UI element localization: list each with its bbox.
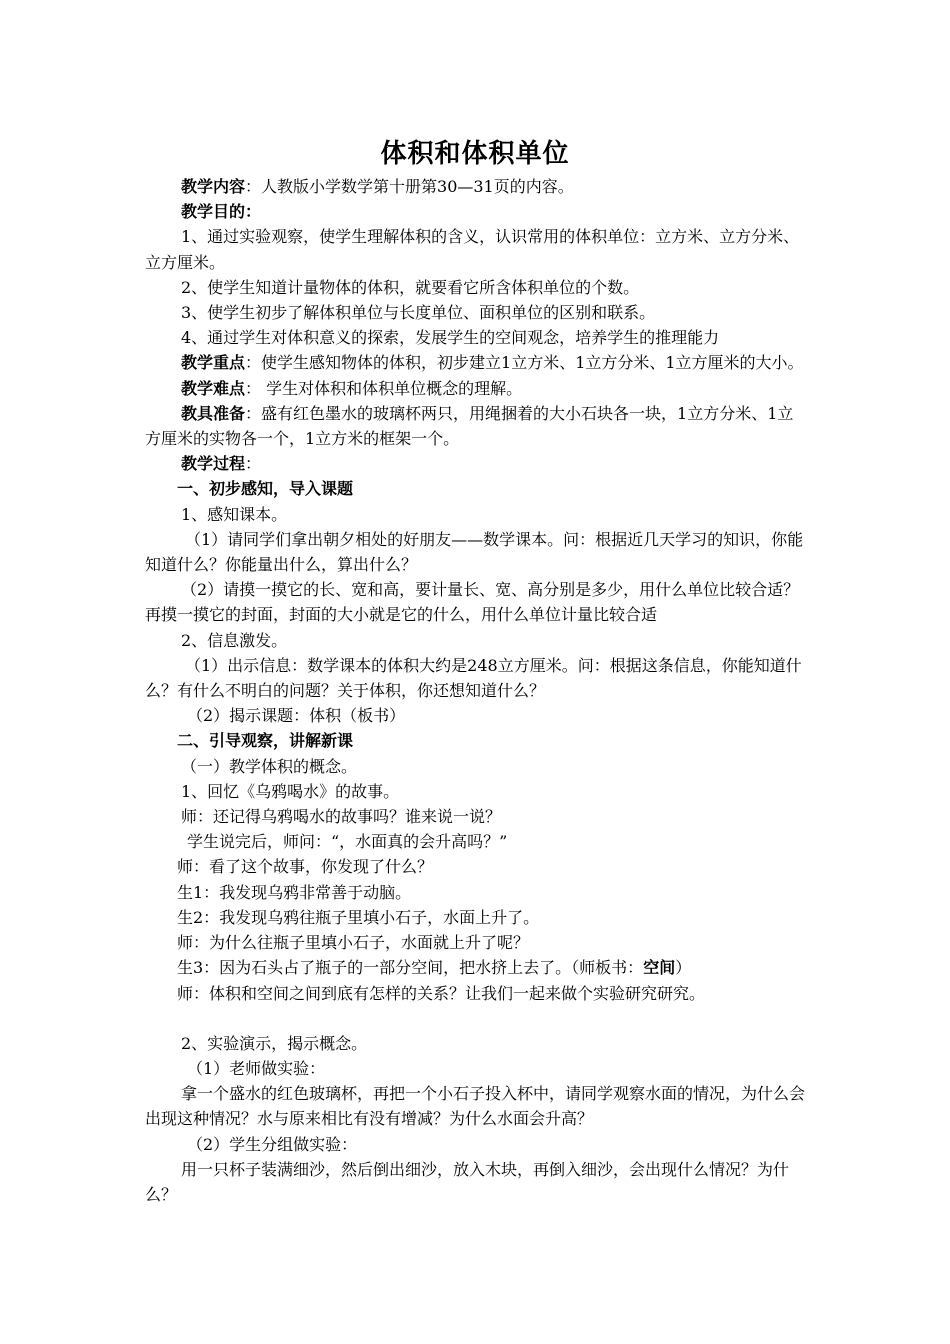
step-2-2: （2）揭示课题：体积（板书） (187, 706, 406, 726)
label-teaching-content: 教学内容 (181, 177, 246, 196)
experiment-teacher-text: 拿一个盛水的红色玻璃杯，再把一个小石子投入杯中，请同学观察水面的情况，为什么会出现这种情况？水与原来相比有没有增减？为什么水面会升高？ (145, 1084, 806, 1129)
goal-4: 4、通过学生对体积意义的探索，发展学生的空间观念，培养学生的推理能力 (181, 328, 720, 348)
dialog-7-end: ） (675, 958, 692, 978)
experiment-students-text: 用一只杯子装满细沙，然后倒出细沙，放入木块，再倒入细沙，会出现什么情况？为什么？ (145, 1159, 790, 1204)
label-teaching-goals: 教学目的： (181, 202, 262, 222)
goal-3: 3、使学生初步了解体积单位与长度单位、面积单位的区别和联系。 (181, 303, 656, 323)
text-materials: ：盛有红色墨水的玻璃杯两只，用绳捆着的大小石块各一块，1立方分米、1立方厘米的实物各一个，1立方米的框架一个。 (145, 403, 794, 449)
experiment-step: 2、实验演示，揭示概念。 (181, 1033, 368, 1053)
dialog-7 (145, 955, 809, 980)
dialog-5: 生2：我发现乌鸦往瓶子里填小石子，水面上升了。 (177, 907, 540, 927)
section-heading-1: 一、初步感知，导入课题 (177, 479, 354, 499)
difficulties (145, 376, 809, 401)
spacer (145, 1006, 809, 1031)
label-process: 教学过程 (181, 454, 246, 474)
step-2: 2、信息激发。 (181, 630, 288, 650)
step-2-1: （1）出示信息：数学课本的体积大约是248立方厘米。问：根据这条信息，你能知道什么？有什么不明白的问题？关于体积，你还想知道什么？ (145, 655, 802, 701)
dialog-6: 师：为什么往瓶子里填小石子，水面就上升了呢？ (177, 933, 530, 953)
text-teaching-content: ：人教版小学数学第十册第30—31页的内容。 (245, 177, 574, 196)
text-difficulties: ： 学生对体积和体积单位概念的理解。 (245, 378, 523, 398)
teaching-content (145, 174, 809, 199)
dialog-2: 学生说完后，师问：“，水面真的会升高吗？” (187, 832, 508, 852)
goal-2: 2、使学生知道计量物体的体积，就要看它所含体积单位的个数。 (181, 277, 640, 297)
step-1-2: （2）请摸一摸它的长、宽和高，要计量长、宽、高分别是多少，用什么单位比较合适？再摸一摸它的封面，封面的大小就是它的什么，用什么单位计量比较合适 (145, 580, 800, 625)
dialog-8: 师：体积和空间之间到底有怎样的关系？让我们一起来做个实验研究研究。 (177, 983, 706, 1003)
recall-story: 1、回忆《乌鸦喝水》的故事。 (181, 781, 400, 801)
experiment-teacher: （1）老师做实验： (187, 1058, 326, 1078)
label-materials: 教具准备 (181, 403, 246, 423)
text-key-points: ：使学生感知物体的体积，初步建立1立方米、1立方分米、1立方厘米的大小。 (245, 353, 804, 373)
dialog-3: 师：看了这个故事，你发现了什么？ (177, 857, 434, 877)
dialog-7-text: 生3：因为石头占了瓶子的一部分空间，把水挤上去了。（师板书： (177, 958, 644, 978)
experiment-students: （2）学生分组做实验： (187, 1134, 358, 1154)
step-1: 1、感知课本。 (181, 504, 288, 524)
dialog-1: 师：还记得乌鸦喝水的故事吗？谁来说一说？ (181, 807, 502, 827)
label-difficulties: 教学难点 (181, 378, 246, 398)
document-title: 体积和体积单位 (380, 139, 570, 169)
goal-1: 1、通过实验观察，使学生理解体积的含义，认识常用的体积单位：立方米、立方分米、立方厘米。 (145, 227, 800, 272)
document-body (145, 174, 809, 1207)
subsection-1: （一）教学体积的概念。 (181, 756, 358, 776)
board-note-space: 空间 (643, 958, 676, 978)
step-1-1: （1）请同学们拿出朝夕相处的好朋友——数学课本。问：根据近几天学习的知识，你能知道什么？你能量出什么，算出什么？ (145, 529, 804, 575)
dialog-4: 生1：我发现乌鸦非常善于动脑。 (177, 882, 412, 902)
process (145, 451, 809, 476)
section-heading-2: 二、引导观察，讲解新课 (177, 731, 354, 751)
label-key-points: 教学重点 (181, 353, 246, 373)
materials (145, 401, 809, 451)
text-process: ： (245, 454, 262, 474)
key-points (145, 350, 809, 375)
